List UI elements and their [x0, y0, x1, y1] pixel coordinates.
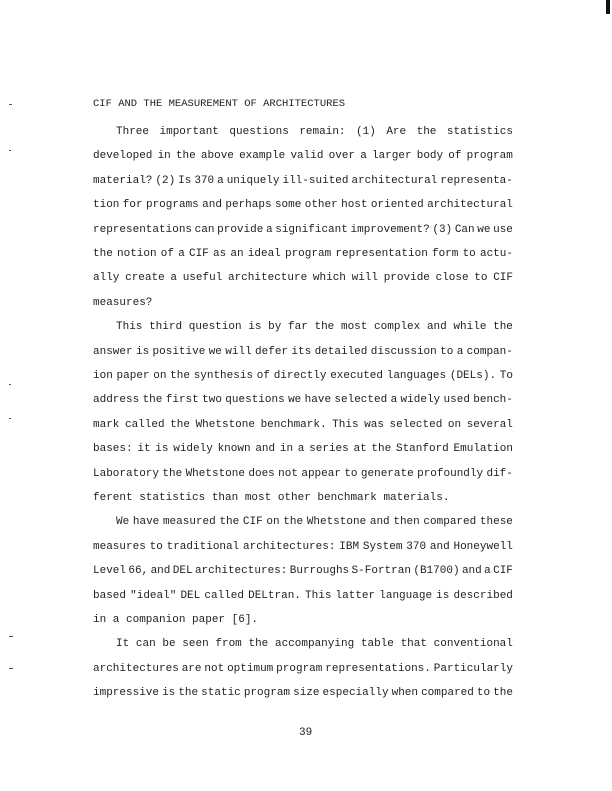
text-line: It can be seen from the accompanying table that conventional [116, 638, 513, 650]
text-line: architectures are not optimum program representations. Particularly [93, 663, 513, 675]
text-line: measures? [93, 297, 153, 309]
scan-edge-mark [606, 0, 610, 14]
text-line: mark called the Whetstone benchmark. This was selected on several [93, 419, 513, 431]
text-line: ion paper on the synthesis of directly executed languages (DELs). To [93, 370, 513, 382]
scan-speck [9, 150, 11, 151]
page-number: 39 [299, 727, 313, 739]
section-heading: CIF AND THE MEASUREMENT OF ARCHITECTURES [93, 98, 346, 110]
text-line: address the first two questions we have selected a widely used bench- [93, 394, 513, 406]
text-line: in a companion paper [6]. [93, 614, 259, 626]
scan-speck [9, 384, 11, 385]
text-line: tion for programs and perhaps some other host oriented architectural [93, 199, 513, 211]
text-line: representations can provide a significant improvement? (3) Can we use [93, 224, 513, 236]
text-line: material? (2) Is 370 a uniquely ill-suited architectural representa- [93, 175, 513, 187]
scan-speck [9, 636, 13, 637]
text-line: bases: it is widely known and in a series at the Stanford Emulation [93, 443, 513, 455]
text-line: based "ideal" DEL called DELtran. This latter language is described [93, 590, 513, 602]
scan-speck [9, 668, 13, 669]
scan-speck [9, 104, 12, 105]
text-line: Three important questions remain: (1) Are the statistics [116, 126, 513, 138]
text-line: answer is positive we will defer its detailed discussion to a compan- [93, 346, 513, 358]
text-line: This third question is by far the most complex and while the [116, 321, 513, 333]
text-line: ally create a useful architecture which will provide close to CIF [93, 272, 513, 284]
scan-speck [9, 418, 11, 419]
text-line: developed in the above example valid over a larger body of program [93, 150, 513, 162]
text-line: impressive is the static program size especially when compared to the [93, 687, 513, 699]
text-line: ferent statistics than most other benchmark materials. [93, 492, 450, 504]
text-line: Level 66, and DEL architectures: Burroughs S-Fortran (B1700) and a CIF [93, 565, 513, 577]
text-line: measures to traditional architectures: IBM System 370 and Honeywell [93, 541, 513, 553]
text-line: Laboratory the Whetstone does not appear to generate profoundly dif- [93, 468, 513, 480]
text-line: the notion of a CIF as an ideal program representation form to actu- [93, 248, 513, 260]
text-line: We have measured the CIF on the Whetstone and then compared these [116, 516, 513, 528]
